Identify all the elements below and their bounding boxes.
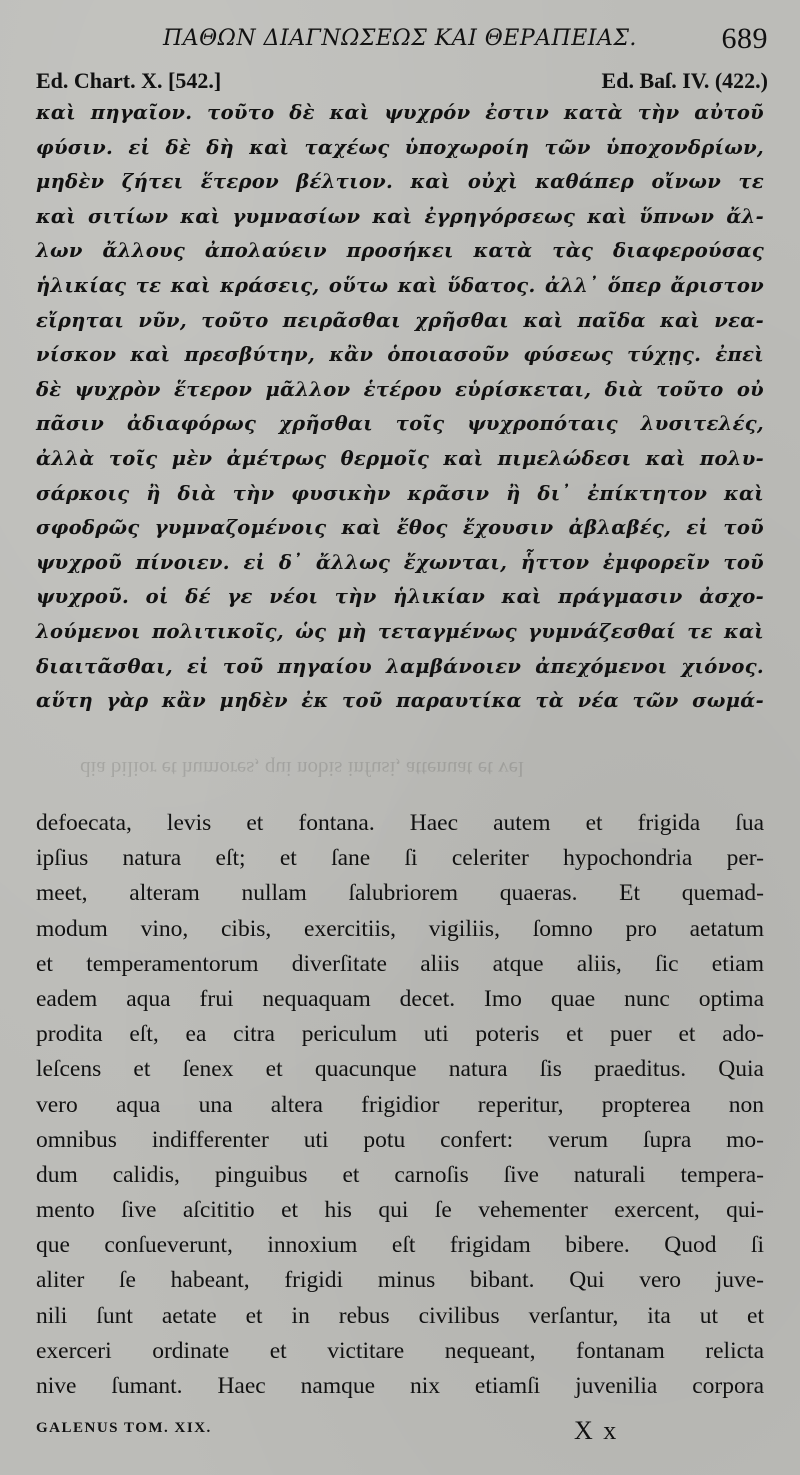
latin-text-line: vero aqua una altera frigidior reperitur, propterea non [36,1091,764,1118]
greek-text-line: λων ἄλλους ἀπολαύειν προσήκει κατὰ τὰς διαφερούσας [36,239,764,263]
greek-text-line: διαιτᾶσθαι, εἰ τοῦ πηγαίου λαμβάνοιεν ἀπεχόμενοι χιόνος. [36,654,764,678]
latin-text-line: exerceri ordinate et victitare nequeant, fontanam relicta [36,1337,764,1364]
greek-text-line: εἴρηται νῦν, τοῦτο πειρᾶσθαι χρῆσθαι καὶ παῖδα καὶ νεα- [36,308,764,332]
greek-text-line: αὕτη γὰρ κἂν μηδὲν ἐκ τοῦ παραυτίκα τὰ νέα τῶν σωμά- [36,689,764,713]
latin-text-line: dum calidis, pinguibus et carnoſis ſive naturali tempera- [36,1161,764,1188]
edition-reference-chartier: Ed. Chart. X. [542.] [36,68,222,93]
greek-text-line: φύσιν. εἰ δὲ δὴ καὶ ταχέως ὑποχωροίη τῶν ὑποχονδρίων, [36,135,764,159]
greek-text-line: δὲ ψυχρὸν ἕτερον μᾶλλον ἑτέρου εὑρίσκεται, διὰ τοῦτο οὐ [36,377,764,401]
latin-text-line: defoecata, levis et fontana. Haec autem et frigida ſua [36,810,764,836]
latin-text-line: eadem aqua frui nequaquam decet. Imo quae nunc optima [36,985,764,1012]
latin-text-line: leſcens et ſenex et quacunque natura ſis praeditus. Quia [36,1056,764,1083]
latin-text-line: ipſius natura eſt; et ſane ſi celeriter hypochondria per- [36,845,764,872]
latin-text-line: omnibus indifferenter uti potu confert: verum ſupra mo- [36,1126,764,1153]
latin-text-line: nili ſunt aetate et in rebus civilibus verſantur, ita ut et [36,1302,764,1329]
greek-text-line: ψυχροῦ πίνοιεν. εἰ δ᾽ ἄλλως ἔχωνται, ἧττον ἐμφορεῖν τοῦ [36,550,764,574]
edition-reference-line [36,68,768,98]
latin-text-line: que conſueverunt, innoxium eſt frigidam bibere. Quod ſi [36,1232,764,1259]
latin-text-line: prodita eſt, ea citra periculum uti poteris et puer et ado- [36,1021,764,1048]
running-title: ΠΑΘΩΝ ΔΙΑΓΝΩΣΕΩΣ ΚΑΙ ΘΕΡΑΠΕΙΑΣ. [163,26,637,51]
latin-text-line: mento ſive aſcititio et his qui ſe vehementer exercent, qui- [36,1197,764,1224]
greek-text-line: πᾶσιν ἀδιαφόρως χρῆσθαι τοῖς ψυχροπόταις λυσιτελές, [36,412,764,436]
greek-text-block [36,96,764,719]
gathering-mark: X x [574,1416,619,1445]
latin-text-block [36,806,764,1404]
latin-text-line: nive ſumant. Haec namque nix etiamſi juvenilia corpora [36,1373,764,1399]
page-number: 689 [721,22,768,55]
greek-text-line: καὶ πηγαῖον. τοῦτο δὲ καὶ ψυχρόν ἐστιν κατὰ τὴν αὐτοῦ [36,101,764,124]
latin-text-line: modum vino, cibis, exercitiis, vigiliis, ſomno pro aetatum [36,915,764,942]
page-footer [36,1416,768,1450]
edition-reference-basel: Ed. Baſ. IV. (422.) [601,68,768,93]
latin-text-line: aliter ſe habeant, frigidi minus bibant. Qui vero juve- [36,1267,764,1294]
greek-text-line: σφοδρῶς γυμναζομένοις καὶ ἔθος ἔχουσιν ἀβλαβές, εἰ τοῦ [36,516,764,540]
greek-text-line: ἀλλὰ τοῖς μὲν ἀμέτρως θερμοῖς καὶ πιμελώδεσι καὶ πολυ- [36,446,764,470]
latin-text-line: et temperamentorum diverſitate aliis atque aliis, ſic etiam [36,950,764,977]
greek-text-line: σάρκοις ἢ διὰ τὴν φυσικὴν κρᾶσιν ἢ δι᾽ ἐπίκτητον καὶ [36,481,764,505]
greek-text-line: καὶ σιτίων καὶ γυμνασίων καὶ ἐγρηγόρσεως καὶ ὕπνων ἄλ- [36,204,764,228]
greek-text-line: ψυχροῦ. οἱ δέ γε νέοι τὴν ἡλικίαν καὶ πράγμασιν ἀσχο- [36,585,764,609]
greek-text-line: νίσκον καὶ πρεσβύτην, κἂν ὁποιασοῦν φύσεως τύχῃς. ἐπεὶ [36,343,764,367]
bleed-through-text: dia bilior et humores, qui nobis infusi, attenuat et vel [80,757,524,781]
latin-text-line: meet, alteram nullam ſalubriorem quaeras. Et quemad- [36,880,764,907]
greek-text-line: ἡλικίας τε καὶ κράσεις, οὕτω καὶ ὕδατος. ἀλλ᾽ ὅπερ ἄριστον [36,273,764,297]
greek-text-line: μηδὲν ζήτει ἕτερον βέλτιον. καὶ οὐχὶ καθάπερ οἴνων τε [36,170,764,194]
greek-text-line: λούμενοι πολιτικοῖς, ὡς μὴ τεταγμένως γυμνάζεσθαί τε καὶ [36,619,764,643]
volume-signature: GALENUS TOM. XIX. [36,1420,212,1436]
